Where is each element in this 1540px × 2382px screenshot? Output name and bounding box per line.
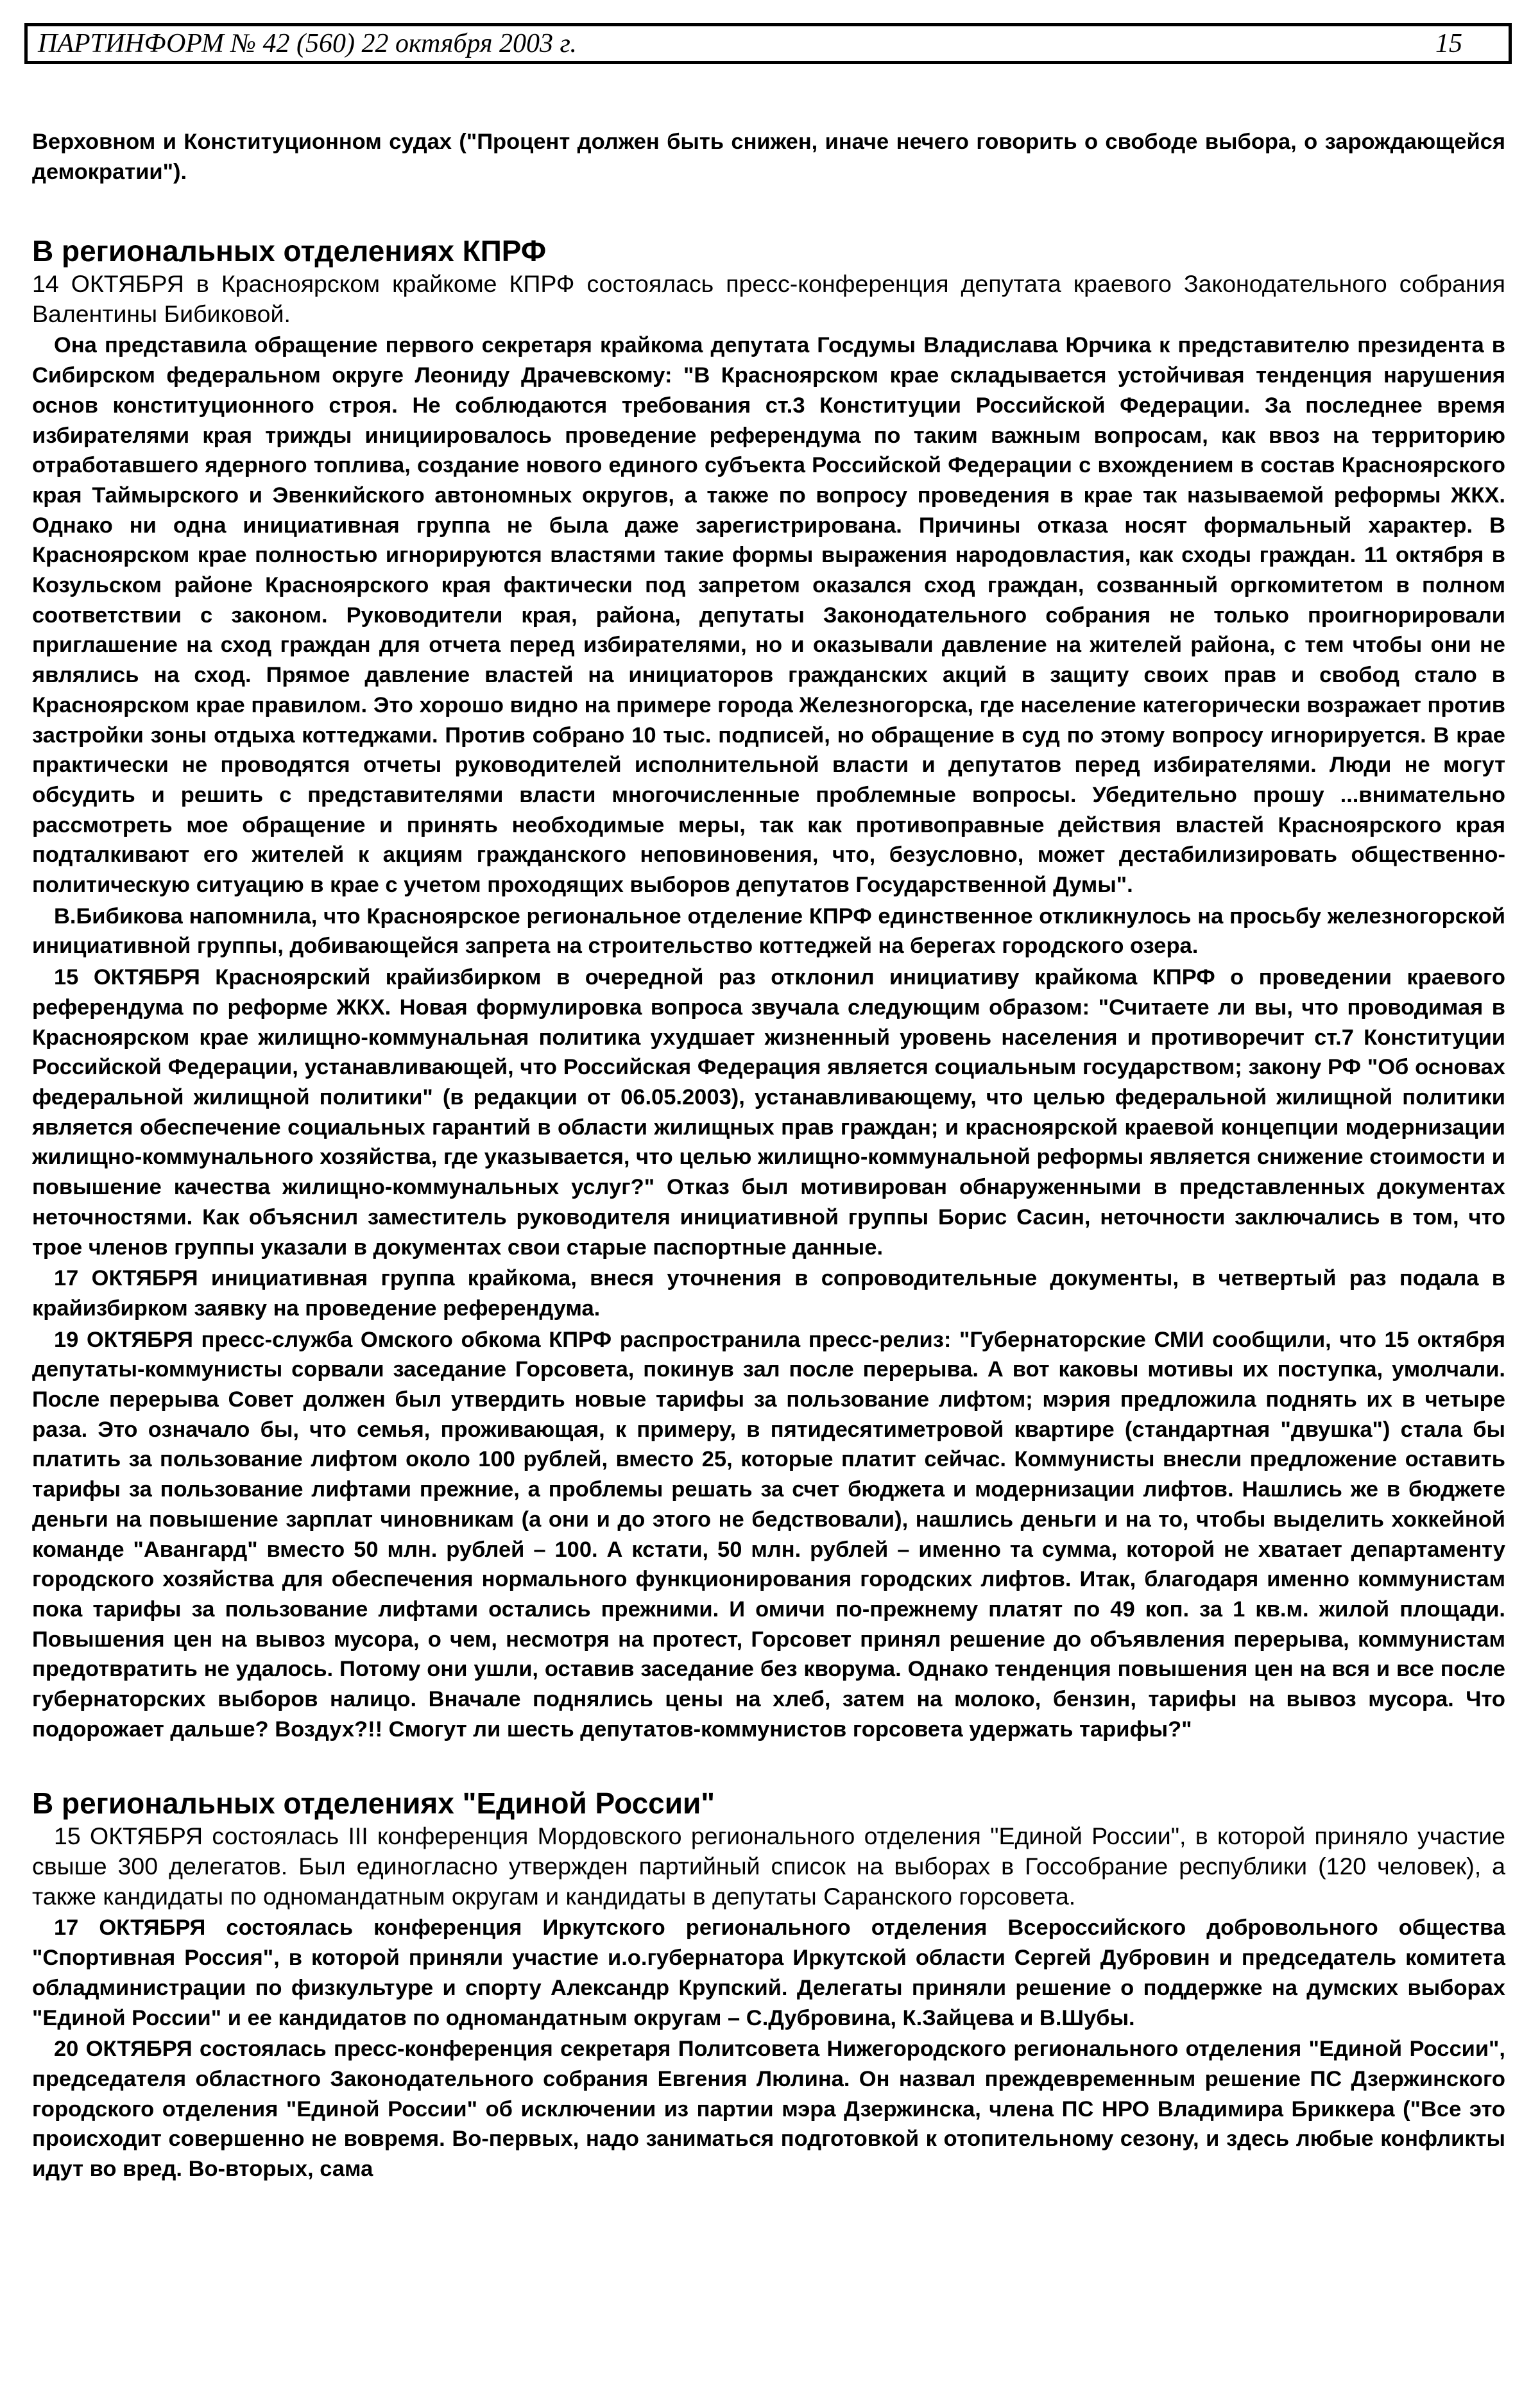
united-russia-paragraph: 17 ОКТЯБРЯ состоялась конференция Иркутского регионального отделения Всероссийского добровольного общества "Спортивная Россия", в которой приняли участие и.о.губернатора Иркутской области Сергей Дубровин и председатель комитета обладминистрации по физкультуре и спорту Александр Крупский. Делегаты приняли решение о поддержке на думских выборах "Единой России" и ее кандидатов по одномандатным округам – С.Дубровина, К.Зайцева и В.Шубы. bbox=[32, 1915, 1505, 2030]
page-header bbox=[24, 23, 1512, 64]
united-russia-paragraph: 20 ОКТЯБРЯ состоялась пресс-конференция секретаря Политсовета Нижегородского регионального отделения "Единой России", председателя областного Законодательного собрания Евгения Люлина. Он назвал преждевременным решение ПС Дзержинского городского отделения "Единой России" об исключении из партии мэра Дзержинска, члена ПС НРО Владимира Бриккера ("Все это происходит совершенно не вовремя. Во-первых, надо заниматься подготовкой к отопительному сезону, и здесь любые конфликты идут во вред. Во-вторых, сама bbox=[32, 2037, 1505, 2182]
kprf-paragraph: 19 ОКТЯБРЯ пресс-служба Омского обкома КПРФ распространила пресс-релиз: "Губернаторские СМИ сообщили, что 15 октября депутаты-коммунисты сорвали заседание Горсовета, покинув зал после перерыва. А вот каковы мотивы их поступка, умолчали. После перерыва Совет должен был утвердить новые тарифы за пользование лифтом; мэрия предложила поднять их в четыре раза. Это означало бы, что семья, проживающая, к примеру, в пятидесятиметровой квартире (стандартная "двушка") стала бы платить за пользование лифтом около 100 рублей, вместо 25, которые платит сейчас. Коммунисты внесли предложение оставить тарифы за пользование лифтами прежние, а проблемы решать за счет бюджета и модернизации лифтов. Нашлись же в бюджете деньги на повышение зарплат чиновникам (а они и до этого не бедствовали), нашлись деньги и на то, чтобы выделить хоккейной команде "Авангард" вместо 50 млн. рублей – 100. А кстати, 50 млн. рублей – именно та сумма, которой не хватает департаменту городского хозяйства для обеспечения нормального функционирования городских лифтов. Итак, благодаря именно коммунистам пока тарифы за пользование лифтами остались прежними. И омичи по-прежнему платят по 49 коп. за 1 кв.м. жилой площади. Повышения цен на вывоз мусора, о чем, несмотря на протест, Горсовет принял решение до объявления перерыва, коммунистам предотвратить не удалось. Потому они ушли, оставив заседание без кворума. Однако тенденция повышения цен на вся и все после губернаторских выборов налицо. Вначале поднялись цены на хлеб, затем на молоко, бензин, тарифы на вывоз мусора. Что подорожает дальше? Воздух?!! Смогут ли шесть депутатов-коммунистов горсовета удержать тарифы?" bbox=[32, 1327, 1505, 1742]
kprf-paragraph: Она представила обращение первого секретаря крайкома депутата Госдумы Владислава Юрчика к представителю президента в Сибирском федеральном округе Леониду Драчевскому: "В Красноярском крае складывается устойчивая тенденция нарушения основ конституционного строя. Не соблюдаются требования ст.3 Конституции Российской Федерации. За последнее время избирателями края трижды инициировалось проведение референдума по таким важным вопросам, как ввоз на территорию отработавшего ядерного топлива, создание нового единого субъекта Российской Федерации с вхождением в состав Красноярского края Таймырского и Эвенкийского автономных округов, а также по вопросу проведения в крае так называемой реформы ЖКХ. Однако ни одна инициативная группа не была даже зарегистрирована. Причины отказа носят формальный характер. В Красноярском крае полностью игнорируются властями такие формы выражения народовластия, как сходы граждан. 11 октября в Козульском районе Красноярского края фактически под запретом оказался сход граждан, созванный оргкомитетом в полном соответствии с законом. Руководители края, района, депутаты Законодательного собрания не только проигнорировали приглашение на сход граждан для отчета перед избирателями, но и оказывали давление на жителей района, с тем чтобы они не являлись на сход. Прямое давление властей на инициаторов гражданских акций в защиту своих прав и свобод стало в Красноярском крае правилом. Это хорошо видно на примере города Железногорска, где население категорически возражает против застройки зоны отдыха коттеджами. Против собрано 10 тыс. подписей, но обращение в суд по этому вопросу игнорируется. В крае практически не проводятся отчеты руководителей исполнительной власти и депутатов перед избирателями. Люди не могут обсудить и решить с представителями власти многочисленные проблемные вопросы. Убедительно прошу ...внимательно рассмотреть мое обращение и принять необходимые меры, так как противоправные действия властей Красноярского края подталкивают его жителей к акциям гражданского неповиновения, что, безусловно, может дестабилизировать общественно-политическую ситуацию в крае с учетом проходящих выборов депутатов Государственной Думы". bbox=[32, 333, 1505, 898]
article-body bbox=[32, 127, 1505, 2184]
page-number: 15 bbox=[1435, 29, 1462, 58]
section-lead-kprf: 14 ОКТЯБРЯ в Красноярском крайкоме КПРФ состоялась пресс-конференция депутата краевого Законодательного собрания Валентины Бибиковой. bbox=[32, 270, 1505, 328]
section-lead-united-russia: 15 ОКТЯБРЯ состоялась III конференция Мордовского регионального отделения "Единой России", в которой приняло участие свыше 300 делегатов. Был единогласно утвержден партийный список на выборах в Госсобрание республики (120 человек), а также кандидаты по одномандатным округам и кандидаты в депутаты Саранского горсовета. bbox=[32, 1822, 1505, 1910]
section-heading-kprf: В региональных отделениях КПРФ bbox=[32, 234, 547, 268]
kprf-paragraph: 17 ОКТЯБРЯ инициативная группа крайкома, внеся уточнения в сопроводительные документы, в четвертый раз подала в крайизбирком заявку на проведение референдума. bbox=[32, 1266, 1505, 1321]
section-heading-united-russia: В региональных отделениях "Единой России" bbox=[32, 1786, 715, 1821]
kprf-paragraph: 15 ОКТЯБРЯ Красноярский крайизбирком в очередной раз отклонил инициативу крайкома КПРФ о проведении краевого референдума по реформе ЖКХ. Новая формулировка вопроса звучала следующим образом: "Считаете ли вы, что проводимая в Красноярском крае жилищно-коммунальная политика ухудшает жизненный уровень населения и противоречит ст.7 Конституции Российской Федерации, устанавливающей, что Российская Федерация является социальным государством; закону РФ "Об основах федеральной жилищной политики" (в редакции от 06.05.2003), устанавливающему, что целью федеральной жилищной политики является обеспечение социальных гарантий в области жилищных прав граждан; и красноярской краевой концепции модернизации жилищно-коммунального хозяйства, где указывается, что целью жилищно-коммунальной реформы является снижение стоимости и повышение качества жилищно-коммунальных услуг?" Отказ был мотивирован обнаруженными в представленных документах неточностями. Как объяснил заместитель руководителя инициативной группы Борис Сасин, неточности заключались в том, что трое членов группы указали в документах свои старые паспортные данные. bbox=[32, 965, 1505, 1260]
intro-paragraph: Верховном и Конституционном судах ("Процент должен быть снижен, иначе нечего говорить о свободе выбора, о зарождающейся демократии"). bbox=[32, 130, 1505, 184]
kprf-paragraph: В.Бибикова напомнила, что Красноярское региональное отделение КПРФ единственное откликнулось на просьбу железногорской инициативной группы, добивающейся запрета на строительство коттеджей на берегах городского озера. bbox=[32, 904, 1505, 959]
publication-title: ПАРТИНФОРМ № 42 (560) 22 октября 2003 г. bbox=[38, 29, 577, 58]
